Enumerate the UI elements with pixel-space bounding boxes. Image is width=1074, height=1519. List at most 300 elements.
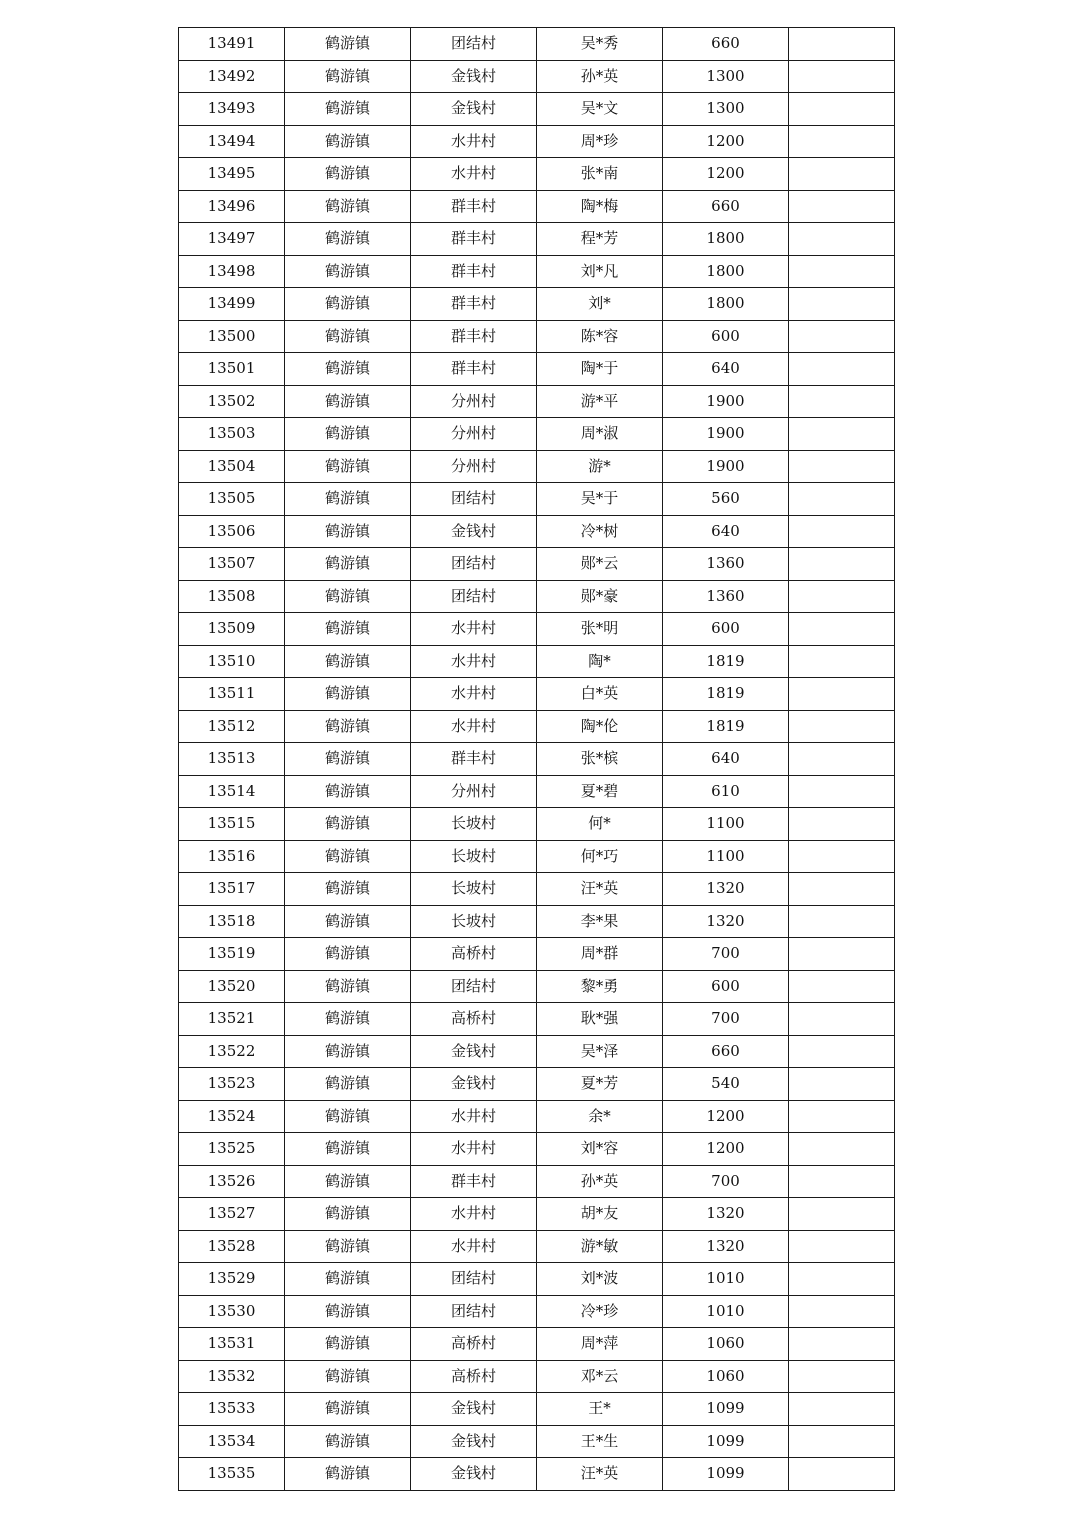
remark-cell [789, 808, 895, 841]
remark-cell [789, 613, 895, 646]
amount-cell: 560 [663, 483, 789, 516]
remark-cell [789, 450, 895, 483]
name-cell: 王* [537, 1393, 663, 1426]
amount-cell: 1010 [663, 1295, 789, 1328]
table-row [179, 548, 895, 581]
name-cell: 刘*凡 [537, 255, 663, 288]
serial-number-cell: 13508 [179, 580, 285, 613]
town-cell: 鹤游镇 [285, 1165, 411, 1198]
remark-cell [789, 255, 895, 288]
remark-cell [789, 970, 895, 1003]
name-cell: 刘*容 [537, 1133, 663, 1166]
village-cell: 团结村 [411, 28, 537, 61]
town-cell: 鹤游镇 [285, 1393, 411, 1426]
amount-cell: 1800 [663, 223, 789, 256]
amount-cell: 1099 [663, 1458, 789, 1491]
amount-cell: 1360 [663, 548, 789, 581]
amount-cell: 700 [663, 1165, 789, 1198]
name-cell: 黎*勇 [537, 970, 663, 1003]
village-cell: 金钱村 [411, 1458, 537, 1491]
amount-cell: 1060 [663, 1360, 789, 1393]
serial-number-cell: 13495 [179, 158, 285, 191]
town-cell: 鹤游镇 [285, 515, 411, 548]
name-cell: 张*槟 [537, 743, 663, 776]
name-cell: 陈*容 [537, 320, 663, 353]
village-cell: 团结村 [411, 580, 537, 613]
remark-cell [789, 1230, 895, 1263]
village-cell: 金钱村 [411, 60, 537, 93]
remark-cell [789, 418, 895, 451]
name-cell: 游*平 [537, 385, 663, 418]
table-row [179, 1263, 895, 1296]
remark-cell [789, 1328, 895, 1361]
serial-number-cell: 13512 [179, 710, 285, 743]
town-cell: 鹤游镇 [285, 743, 411, 776]
amount-cell: 1100 [663, 808, 789, 841]
serial-number-cell: 13520 [179, 970, 285, 1003]
village-cell: 水井村 [411, 710, 537, 743]
serial-number-cell: 13527 [179, 1198, 285, 1231]
amount-cell: 660 [663, 1035, 789, 1068]
serial-number-cell: 13509 [179, 613, 285, 646]
amount-cell: 1099 [663, 1393, 789, 1426]
village-cell: 金钱村 [411, 1425, 537, 1458]
amount-cell: 1300 [663, 60, 789, 93]
town-cell: 鹤游镇 [285, 1328, 411, 1361]
table-row [179, 483, 895, 516]
name-cell: 汪*英 [537, 1458, 663, 1491]
table-row [179, 60, 895, 93]
name-cell: 游* [537, 450, 663, 483]
serial-number-cell: 13502 [179, 385, 285, 418]
town-cell: 鹤游镇 [285, 645, 411, 678]
remark-cell [789, 775, 895, 808]
remark-cell [789, 645, 895, 678]
amount-cell: 660 [663, 190, 789, 223]
amount-cell: 1200 [663, 1100, 789, 1133]
serial-number-cell: 13507 [179, 548, 285, 581]
remark-cell [789, 743, 895, 776]
serial-number-cell: 13504 [179, 450, 285, 483]
serial-number-cell: 13526 [179, 1165, 285, 1198]
remark-cell [789, 190, 895, 223]
amount-cell: 640 [663, 353, 789, 386]
roster-table [178, 27, 895, 1491]
amount-cell: 1200 [663, 158, 789, 191]
serial-number-cell: 13525 [179, 1133, 285, 1166]
town-cell: 鹤游镇 [285, 450, 411, 483]
name-cell: 孙*英 [537, 60, 663, 93]
town-cell: 鹤游镇 [285, 775, 411, 808]
name-cell: 陶*梅 [537, 190, 663, 223]
name-cell: 周*珍 [537, 125, 663, 158]
serial-number-cell: 13524 [179, 1100, 285, 1133]
table-row [179, 125, 895, 158]
name-cell: 周*群 [537, 938, 663, 971]
name-cell: 周*淑 [537, 418, 663, 451]
name-cell: 耿*强 [537, 1003, 663, 1036]
village-cell: 群丰村 [411, 1165, 537, 1198]
village-cell: 金钱村 [411, 1393, 537, 1426]
serial-number-cell: 13492 [179, 60, 285, 93]
remark-cell [789, 158, 895, 191]
amount-cell: 1100 [663, 840, 789, 873]
table-row [179, 515, 895, 548]
table-row [179, 1133, 895, 1166]
town-cell: 鹤游镇 [285, 158, 411, 191]
table-row [179, 320, 895, 353]
name-cell: 何* [537, 808, 663, 841]
village-cell: 分州村 [411, 385, 537, 418]
town-cell: 鹤游镇 [285, 1198, 411, 1231]
table-row [179, 1003, 895, 1036]
name-cell: 陶*于 [537, 353, 663, 386]
amount-cell: 600 [663, 613, 789, 646]
serial-number-cell: 13493 [179, 93, 285, 126]
village-cell: 群丰村 [411, 255, 537, 288]
amount-cell: 1819 [663, 645, 789, 678]
amount-cell: 1900 [663, 385, 789, 418]
serial-number-cell: 13533 [179, 1393, 285, 1426]
serial-number-cell: 13505 [179, 483, 285, 516]
table-row [179, 970, 895, 1003]
remark-cell [789, 1198, 895, 1231]
village-cell: 群丰村 [411, 353, 537, 386]
document-page [178, 27, 894, 1491]
name-cell: 吴*泽 [537, 1035, 663, 1068]
town-cell: 鹤游镇 [285, 1003, 411, 1036]
village-cell: 水井村 [411, 1133, 537, 1166]
table-row [179, 1458, 895, 1491]
name-cell: 余* [537, 1100, 663, 1133]
table-row [179, 580, 895, 613]
remark-cell [789, 515, 895, 548]
name-cell: 陶* [537, 645, 663, 678]
village-cell: 长坡村 [411, 873, 537, 906]
serial-number-cell: 13510 [179, 645, 285, 678]
town-cell: 鹤游镇 [285, 678, 411, 711]
serial-number-cell: 13528 [179, 1230, 285, 1263]
town-cell: 鹤游镇 [285, 320, 411, 353]
remark-cell [789, 223, 895, 256]
serial-number-cell: 13516 [179, 840, 285, 873]
table-row [179, 1198, 895, 1231]
remark-cell [789, 580, 895, 613]
town-cell: 鹤游镇 [285, 1360, 411, 1393]
name-cell: 周*萍 [537, 1328, 663, 1361]
name-cell: 王*生 [537, 1425, 663, 1458]
table-row [179, 385, 895, 418]
remark-cell [789, 93, 895, 126]
table-row [179, 905, 895, 938]
table-row [179, 1068, 895, 1101]
remark-cell [789, 548, 895, 581]
remark-cell [789, 1003, 895, 1036]
table-row [179, 1295, 895, 1328]
amount-cell: 1010 [663, 1263, 789, 1296]
serial-number-cell: 13496 [179, 190, 285, 223]
amount-cell: 700 [663, 1003, 789, 1036]
remark-cell [789, 288, 895, 321]
amount-cell: 640 [663, 515, 789, 548]
table-row [179, 93, 895, 126]
name-cell: 冷*珍 [537, 1295, 663, 1328]
serial-number-cell: 13500 [179, 320, 285, 353]
town-cell: 鹤游镇 [285, 613, 411, 646]
table-row [179, 158, 895, 191]
village-cell: 水井村 [411, 613, 537, 646]
serial-number-cell: 13530 [179, 1295, 285, 1328]
serial-number-cell: 13534 [179, 1425, 285, 1458]
town-cell: 鹤游镇 [285, 580, 411, 613]
remark-cell [789, 1165, 895, 1198]
remark-cell [789, 710, 895, 743]
serial-number-cell: 13499 [179, 288, 285, 321]
amount-cell: 1320 [663, 1230, 789, 1263]
table-row [179, 1328, 895, 1361]
table-row [179, 1360, 895, 1393]
village-cell: 高桥村 [411, 1360, 537, 1393]
remark-cell [789, 1100, 895, 1133]
name-cell: 何*巧 [537, 840, 663, 873]
village-cell: 水井村 [411, 1100, 537, 1133]
village-cell: 水井村 [411, 645, 537, 678]
amount-cell: 600 [663, 320, 789, 353]
town-cell: 鹤游镇 [285, 905, 411, 938]
town-cell: 鹤游镇 [285, 190, 411, 223]
table-row [179, 1230, 895, 1263]
town-cell: 鹤游镇 [285, 288, 411, 321]
name-cell: 夏*碧 [537, 775, 663, 808]
remark-cell [789, 1360, 895, 1393]
serial-number-cell: 13532 [179, 1360, 285, 1393]
serial-number-cell: 13498 [179, 255, 285, 288]
town-cell: 鹤游镇 [285, 548, 411, 581]
amount-cell: 1320 [663, 1198, 789, 1231]
name-cell: 张*南 [537, 158, 663, 191]
amount-cell: 610 [663, 775, 789, 808]
town-cell: 鹤游镇 [285, 418, 411, 451]
serial-number-cell: 13517 [179, 873, 285, 906]
village-cell: 群丰村 [411, 223, 537, 256]
serial-number-cell: 13518 [179, 905, 285, 938]
town-cell: 鹤游镇 [285, 353, 411, 386]
village-cell: 长坡村 [411, 808, 537, 841]
serial-number-cell: 13529 [179, 1263, 285, 1296]
village-cell: 金钱村 [411, 515, 537, 548]
town-cell: 鹤游镇 [285, 710, 411, 743]
serial-number-cell: 13531 [179, 1328, 285, 1361]
name-cell: 白*英 [537, 678, 663, 711]
town-cell: 鹤游镇 [285, 60, 411, 93]
town-cell: 鹤游镇 [285, 385, 411, 418]
amount-cell: 1900 [663, 418, 789, 451]
name-cell: 汪*英 [537, 873, 663, 906]
name-cell: 吴*于 [537, 483, 663, 516]
amount-cell: 1099 [663, 1425, 789, 1458]
remark-cell [789, 1263, 895, 1296]
village-cell: 分州村 [411, 450, 537, 483]
table-row [179, 678, 895, 711]
village-cell: 群丰村 [411, 320, 537, 353]
village-cell: 长坡村 [411, 840, 537, 873]
amount-cell: 1800 [663, 288, 789, 321]
name-cell: 孙*英 [537, 1165, 663, 1198]
village-cell: 水井村 [411, 678, 537, 711]
village-cell: 水井村 [411, 1230, 537, 1263]
table-row [179, 775, 895, 808]
village-cell: 水井村 [411, 125, 537, 158]
name-cell: 郧*豪 [537, 580, 663, 613]
table-row [179, 645, 895, 678]
amount-cell: 1819 [663, 710, 789, 743]
serial-number-cell: 13535 [179, 1458, 285, 1491]
remark-cell [789, 1393, 895, 1426]
remark-cell [789, 678, 895, 711]
name-cell: 张*明 [537, 613, 663, 646]
name-cell: 冷*树 [537, 515, 663, 548]
amount-cell: 1819 [663, 678, 789, 711]
amount-cell: 1060 [663, 1328, 789, 1361]
remark-cell [789, 1133, 895, 1166]
table-row [179, 840, 895, 873]
table-row [179, 1393, 895, 1426]
town-cell: 鹤游镇 [285, 483, 411, 516]
village-cell: 金钱村 [411, 93, 537, 126]
name-cell: 吴*文 [537, 93, 663, 126]
town-cell: 鹤游镇 [285, 1230, 411, 1263]
remark-cell [789, 60, 895, 93]
remark-cell [789, 385, 895, 418]
name-cell: 郧*云 [537, 548, 663, 581]
roster-table-body [179, 28, 895, 1491]
table-row [179, 938, 895, 971]
table-row [179, 223, 895, 256]
remark-cell [789, 905, 895, 938]
village-cell: 团结村 [411, 548, 537, 581]
name-cell: 吴*秀 [537, 28, 663, 61]
serial-number-cell: 13497 [179, 223, 285, 256]
amount-cell: 1320 [663, 873, 789, 906]
remark-cell [789, 938, 895, 971]
table-row [179, 1100, 895, 1133]
remark-cell [789, 125, 895, 158]
town-cell: 鹤游镇 [285, 1263, 411, 1296]
table-row [179, 450, 895, 483]
serial-number-cell: 13513 [179, 743, 285, 776]
table-row [179, 190, 895, 223]
town-cell: 鹤游镇 [285, 1035, 411, 1068]
table-row [179, 1425, 895, 1458]
serial-number-cell: 13501 [179, 353, 285, 386]
town-cell: 鹤游镇 [285, 1425, 411, 1458]
town-cell: 鹤游镇 [285, 1100, 411, 1133]
serial-number-cell: 13491 [179, 28, 285, 61]
amount-cell: 700 [663, 938, 789, 971]
serial-number-cell: 13523 [179, 1068, 285, 1101]
village-cell: 金钱村 [411, 1035, 537, 1068]
village-cell: 分州村 [411, 775, 537, 808]
table-row [179, 710, 895, 743]
serial-number-cell: 13511 [179, 678, 285, 711]
town-cell: 鹤游镇 [285, 223, 411, 256]
remark-cell [789, 1458, 895, 1491]
town-cell: 鹤游镇 [285, 938, 411, 971]
town-cell: 鹤游镇 [285, 1068, 411, 1101]
name-cell: 程*芳 [537, 223, 663, 256]
town-cell: 鹤游镇 [285, 808, 411, 841]
table-row [179, 613, 895, 646]
town-cell: 鹤游镇 [285, 93, 411, 126]
village-cell: 高桥村 [411, 1003, 537, 1036]
remark-cell [789, 1295, 895, 1328]
remark-cell [789, 1035, 895, 1068]
serial-number-cell: 13514 [179, 775, 285, 808]
name-cell: 刘* [537, 288, 663, 321]
town-cell: 鹤游镇 [285, 125, 411, 158]
town-cell: 鹤游镇 [285, 28, 411, 61]
town-cell: 鹤游镇 [285, 970, 411, 1003]
name-cell: 夏*芳 [537, 1068, 663, 1101]
village-cell: 水井村 [411, 1198, 537, 1231]
name-cell: 邓*云 [537, 1360, 663, 1393]
serial-number-cell: 13519 [179, 938, 285, 971]
village-cell: 长坡村 [411, 905, 537, 938]
remark-cell [789, 320, 895, 353]
amount-cell: 600 [663, 970, 789, 1003]
remark-cell [789, 353, 895, 386]
village-cell: 团结村 [411, 1295, 537, 1328]
amount-cell: 1200 [663, 125, 789, 158]
table-row [179, 288, 895, 321]
remark-cell [789, 1425, 895, 1458]
amount-cell: 1800 [663, 255, 789, 288]
remark-cell [789, 873, 895, 906]
amount-cell: 640 [663, 743, 789, 776]
serial-number-cell: 13521 [179, 1003, 285, 1036]
village-cell: 团结村 [411, 483, 537, 516]
town-cell: 鹤游镇 [285, 255, 411, 288]
village-cell: 团结村 [411, 1263, 537, 1296]
name-cell: 陶*伦 [537, 710, 663, 743]
table-row [179, 873, 895, 906]
table-row [179, 1165, 895, 1198]
table-row [179, 28, 895, 61]
table-row [179, 808, 895, 841]
amount-cell: 660 [663, 28, 789, 61]
village-cell: 高桥村 [411, 1328, 537, 1361]
table-row [179, 418, 895, 451]
village-cell: 群丰村 [411, 190, 537, 223]
table-row [179, 353, 895, 386]
village-cell: 水井村 [411, 158, 537, 191]
name-cell: 游*敏 [537, 1230, 663, 1263]
amount-cell: 1300 [663, 93, 789, 126]
amount-cell: 540 [663, 1068, 789, 1101]
amount-cell: 1320 [663, 905, 789, 938]
remark-cell [789, 28, 895, 61]
village-cell: 团结村 [411, 970, 537, 1003]
amount-cell: 1200 [663, 1133, 789, 1166]
name-cell: 胡*友 [537, 1198, 663, 1231]
village-cell: 群丰村 [411, 288, 537, 321]
serial-number-cell: 13522 [179, 1035, 285, 1068]
remark-cell [789, 1068, 895, 1101]
serial-number-cell: 13506 [179, 515, 285, 548]
serial-number-cell: 13503 [179, 418, 285, 451]
amount-cell: 1900 [663, 450, 789, 483]
name-cell: 刘*波 [537, 1263, 663, 1296]
